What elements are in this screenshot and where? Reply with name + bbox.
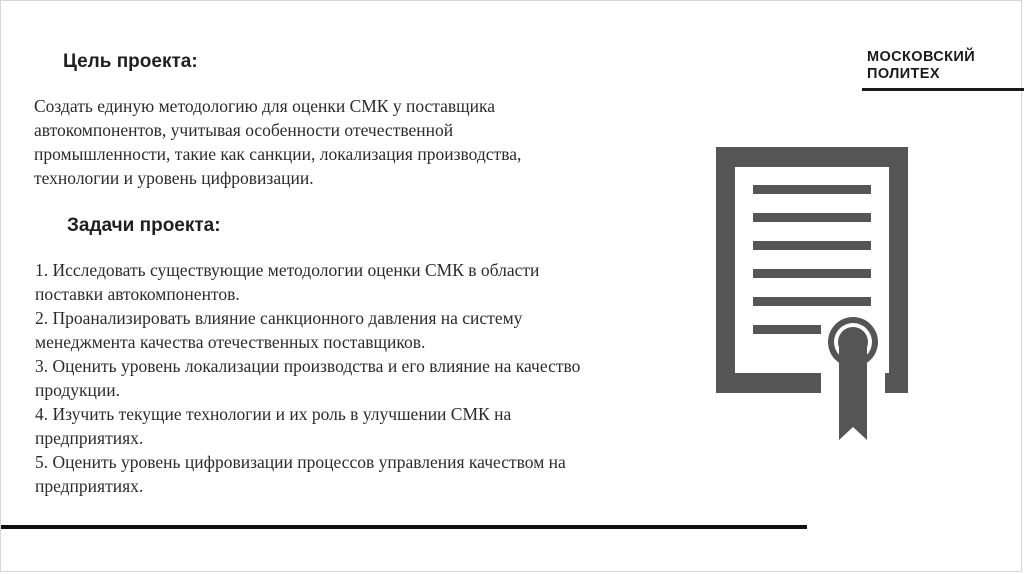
task-line: 1. Исследовать существующие методологии оценки СМК в области bbox=[35, 260, 540, 280]
task-line: предприятиях. bbox=[35, 428, 144, 448]
task-line: 2. Проанализировать влияние санкционного давления на систему bbox=[35, 308, 523, 328]
goal-line: технологии и уровень цифровизации. bbox=[34, 168, 314, 188]
logo-underline bbox=[862, 88, 1024, 91]
goal-text bbox=[34, 94, 634, 190]
task-line: продукции. bbox=[35, 380, 120, 400]
logo bbox=[867, 49, 975, 83]
goal-line: Создать единую методологию для оценки СМК у поставщика bbox=[34, 96, 496, 116]
task-line: 3. Оценить уровень локализации производства и его влияние на качество bbox=[35, 356, 581, 376]
bottom-divider bbox=[1, 525, 807, 529]
task-line: менеджмента качества отечественных поставщиков. bbox=[35, 332, 426, 352]
goal-heading: Цель проекта: bbox=[63, 51, 198, 72]
logo-line-1: МОСКОВСКИЙ bbox=[867, 49, 976, 65]
task-line: 4. Изучить текущие технологии и их роль в улучшении СМК на bbox=[35, 404, 512, 424]
goal-line: автокомпонентов, учитывая особенности отечественной bbox=[34, 120, 454, 140]
logo-line-2: ПОЛИТЕХ bbox=[867, 66, 940, 82]
task-line: поставки автокомпонентов. bbox=[35, 284, 240, 304]
certificate-document-icon bbox=[713, 145, 913, 445]
task-line: предприятиях. bbox=[35, 476, 144, 496]
tasks-heading: Задачи проекта: bbox=[67, 215, 221, 236]
goal-line: промышленности, такие как санкции, локализация производства, bbox=[34, 144, 522, 164]
tasks-list bbox=[35, 258, 675, 498]
task-line: 5. Оценить уровень цифровизации процессов управления качеством на bbox=[35, 452, 566, 472]
